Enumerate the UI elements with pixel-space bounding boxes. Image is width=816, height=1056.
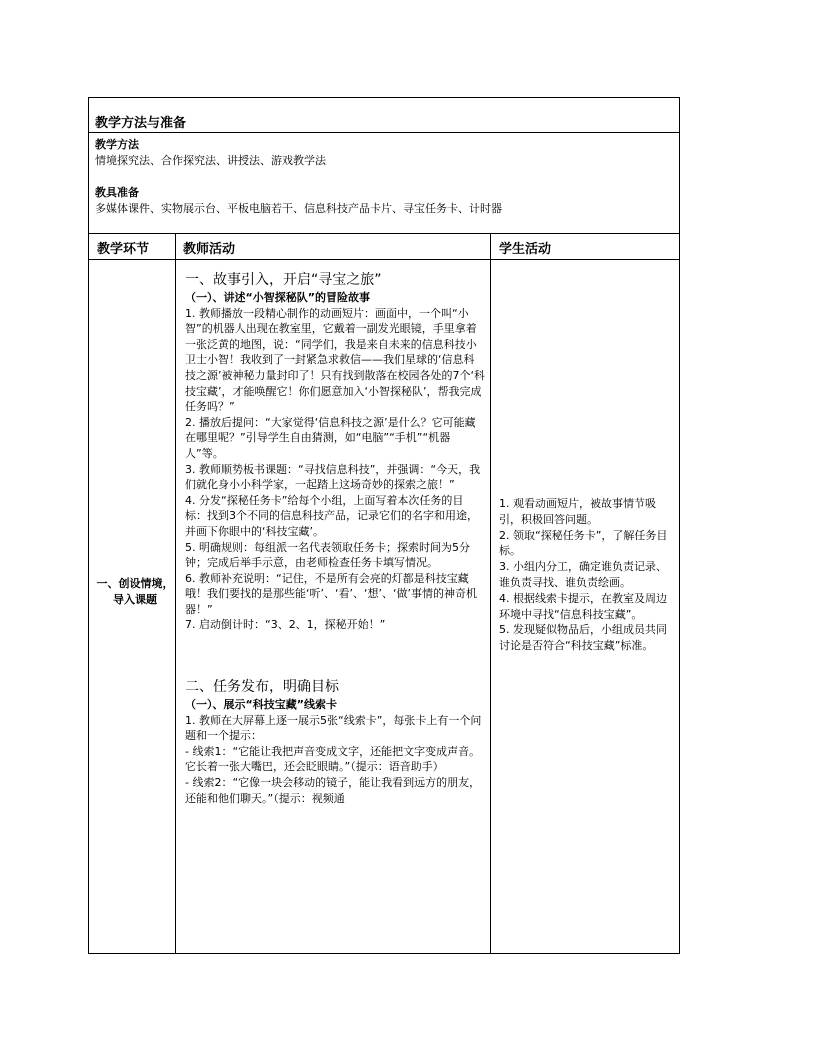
page-title: 教学方法与准备 [95,116,187,131]
header-teacher: 教师活动 [183,242,236,257]
title-row [89,98,679,133]
preparation-section [95,137,675,217]
paragraph: 5. 明确规则：每组派一名代表领取任务卡；探索时间为5分钟；完成后举手示意，由老师检查任务卡填写情况。 [185,540,470,570]
methods-text: 情境探究法、合作探究法、讲授法、游戏教学法 [95,154,326,167]
table-header-row [89,233,679,260]
header-stage: 教学环节 [97,242,150,257]
materials-text: 多媒体课件、实物展示台、平板电脑若干、信息科技产品卡片、寻宝任务卡、计时器 [95,202,502,215]
student-item: 5. 发现疑似物品后，小组成员共同讨论是否符合“科技宝藏”标准。 [499,623,667,653]
student-item: 2. 领取“探秘任务卡”，了解任务目标。 [499,528,668,558]
column-divider [490,234,491,953]
paragraph: 4. 分发“探秘任务卡”给每个小组，上面写着本次任务的目标：找到3个不同的信息科技产品，记录它们的名字和用途，并画下你眼中的‘科技宝藏’。 [185,493,478,538]
paragraph: - 线索2：“它像一块会移动的镜子，能让我看到远方的朋友，还能和他们聊天。”（提示：视频通 [185,776,481,805]
header-student: 学生活动 [499,242,552,257]
paragraph: 2. 播放后提问：“大家觉得‘信息科技之源’是什么？它可能藏在哪里呢？”引导学生自由猜测，如“电脑”“手机”“机器人”等。 [185,415,476,460]
materials-heading: 教具准备 [95,186,139,199]
subsection-heading: （一）、展示“科技宝藏”线索卡 [185,698,337,712]
paragraph: 7. 启动倒计时：“3、2、1，探秘开始！” [185,618,386,632]
student-item: 4. 根据线索卡提示，在教室及周边环境中寻找“信息科技宝藏”。 [499,591,667,621]
stage-cell: 一、创设情境，导入课题 [96,577,174,606]
spacer [95,169,675,185]
student-item: 1. 观看动画短片，被故事情节吸引，积极回答问题。 [499,497,656,526]
student-activity-cell [499,496,675,654]
teacher-activity-cell [185,270,485,806]
paragraph: - 线索1：“它能让我把声音变成文字，还能把文字变成声音。它长着一张大嘴巴，还会眨眼睛。”（提示：语音助手） [185,744,481,774]
paragraph: 1. 教师在大屏幕上逐一展示5张“线索卡”，每张卡上有一个问题和一个提示： [185,713,482,743]
section-heading: 二、任务发布，明确目标 [185,679,339,696]
paragraph: 1. 教师播放一段精心制作的动画短片：画面中，一个叫“小智”的机器人出现在教室里，它戴着一副发光眼镜，手里拿着一张泛黄的地图，说：“同学们，我是来自未来的信息科技小卫士小智！我收到了一封紧急求救信——我们星球的‘信息科技之源’被神秘力量封印了！只有找到散落在校园各处的7个‘科技宝藏’，才能唤醒它！你们愿意加入‘小智探秘队’，帮我完成任务吗？” [185,306,485,414]
subsection-heading: （一）、讲述“小智探秘队”的冒险故事 [185,291,370,304]
student-item: 3. 小组内分工，确定谁负责记录、谁负责寻找、谁负责绘画。 [499,560,667,589]
section-heading: 一、故事引入，开启“寻宝之旅” [185,272,382,288]
methods-heading: 教学方法 [95,138,139,151]
spacer [185,633,485,677]
column-divider [175,234,176,953]
paragraph: 3. 教师顺势板书课题：“寻找信息科技”，并强调：“今天，我们就化身小小科学家，一起踏上这场奇妙的探索之旅！” [185,462,481,492]
lesson-plan-table [88,97,680,954]
paragraph: 6. 教师补充说明：“记住，不是所有会亮的灯都是科技宝藏哦！我们要找的是那些能‘听’、‘看’、‘想’、‘做’事情的神奇机器！” [185,571,477,616]
